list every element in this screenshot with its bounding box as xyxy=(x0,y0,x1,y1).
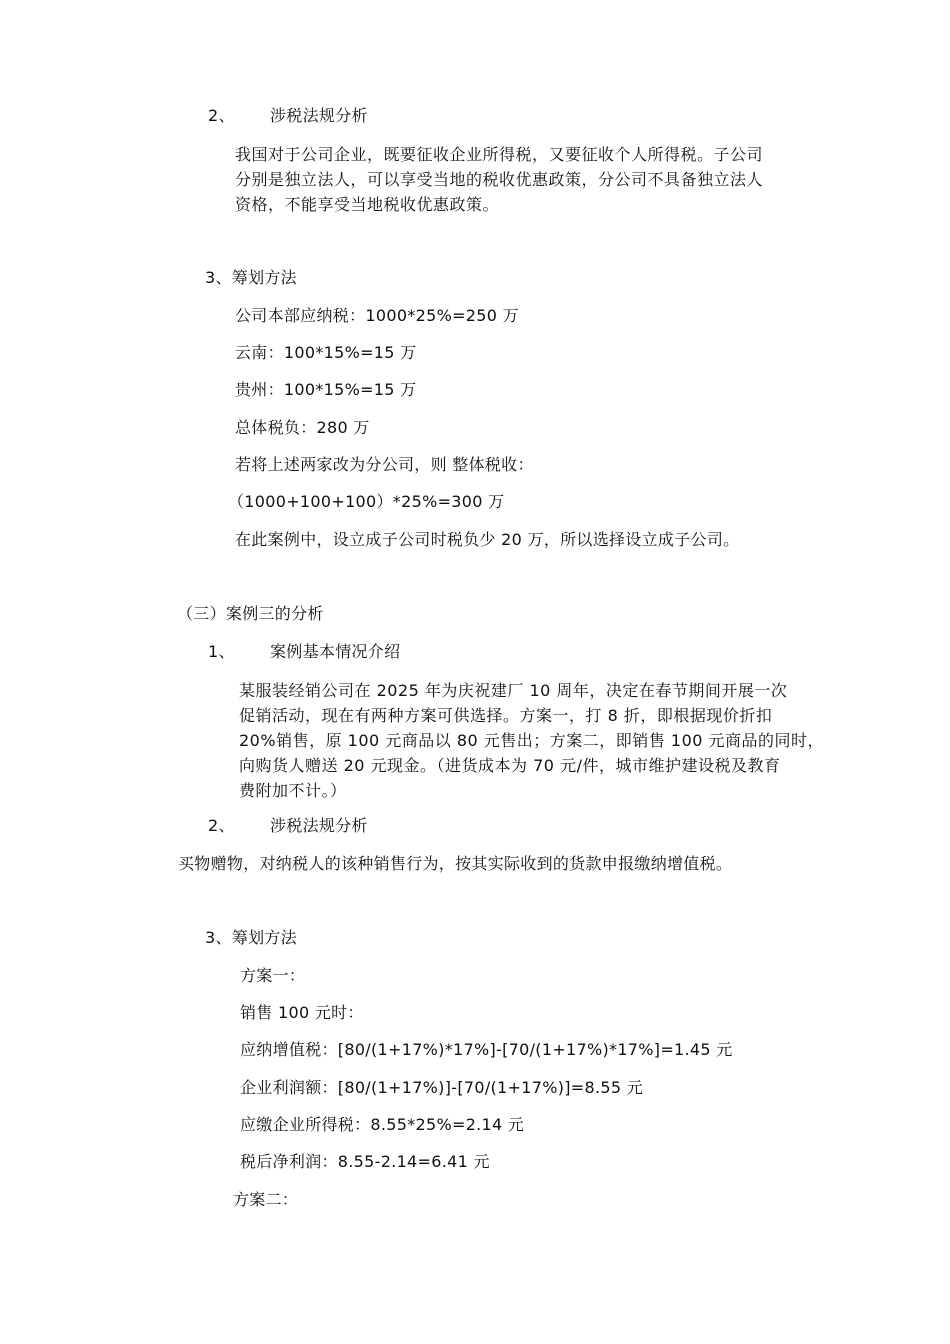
calc-line: 应缴企业所得税：8.55*25%=2.14 元 xyxy=(240,1115,525,1134)
calc-line: 若将上述两家改为分公司，则 整体税收： xyxy=(235,455,534,474)
paragraph-line: 促销活动，现在有两种方案可供选择。方案一，打 8 折，即根据现价折扣 xyxy=(239,706,773,725)
tax-law-text: 买物赠物，对纳税人的该种销售行为，按其实际收到的货款申报缴纳增值税。 xyxy=(178,854,733,873)
conclusion-line: 在此案例中，设立成子公司时税负少 20 万，所以选择设立成子公司。 xyxy=(235,530,740,549)
paragraph-line: 我国对于公司企业，既要征收企业所得税，又要征收个人所得税。子公司 xyxy=(235,145,764,164)
section-title: 涉税法规分析 xyxy=(270,106,368,125)
calc-line: 云南：100*15%=15 万 xyxy=(235,343,417,362)
calc-line: 销售 100 元时： xyxy=(240,1003,364,1022)
section-heading-planning: 3、筹划方法 xyxy=(205,268,297,287)
section-number: 1、 xyxy=(208,642,235,661)
calc-line: （1000+100+100）*25%=300 万 xyxy=(228,492,505,511)
section-title: 案例基本情况介绍 xyxy=(270,642,401,661)
section-heading-planning-2: 3、筹划方法 xyxy=(205,928,297,947)
calc-line: 总体税负：280 万 xyxy=(235,418,370,437)
section-number: 2、 xyxy=(208,106,235,125)
paragraph-line: 某服装经销公司在 2025 年为庆祝建厂 10 周年，决定在春节期间开展一次 xyxy=(239,681,788,700)
calc-line: 公司本部应纳税：1000*25%=250 万 xyxy=(235,306,519,325)
section-number: 2、 xyxy=(208,816,235,835)
plan-two-label: 方案二： xyxy=(233,1190,299,1209)
paragraph-line: 向购货人赠送 20 元现金。（进货成本为 70 元/件，城市维护建设税及教育 xyxy=(239,756,781,775)
calc-line: 企业利润额：[80/(1+17%)]-[70/(1+17%)]=8.55 元 xyxy=(240,1078,644,1097)
paragraph-line: 20%销售，原 100 元商品以 80 元售出；方案二，即销售 100 元商品的同时， xyxy=(239,731,825,750)
paragraph-line: 资格，不能享受当地税收优惠政策。 xyxy=(235,195,500,214)
case-three-heading: （三）案例三的分析 xyxy=(177,604,324,623)
calc-line: 应纳增值税：[80/(1+17%)*17%]-[70/(1+17%)*17%]=1.45 元 xyxy=(240,1040,733,1059)
section-heading-tax-law-2 xyxy=(208,814,368,838)
calc-line: 贵州：100*15%=15 万 xyxy=(235,380,417,399)
section-heading-tax-law xyxy=(208,104,368,128)
section-heading-case-intro xyxy=(208,640,400,664)
calc-line: 税后净利润：8.55-2.14=6.41 元 xyxy=(240,1152,490,1171)
case-intro-paragraph xyxy=(239,678,824,803)
paragraph-line: 分别是独立法人，可以享受当地的税收优惠政策，分公司不具备独立法人 xyxy=(235,170,764,189)
plan-one-label: 方案一： xyxy=(240,966,306,985)
paragraph-line: 费附加不计。） xyxy=(239,781,347,800)
section-title: 涉税法规分析 xyxy=(270,816,368,835)
tax-law-paragraph xyxy=(235,142,763,217)
